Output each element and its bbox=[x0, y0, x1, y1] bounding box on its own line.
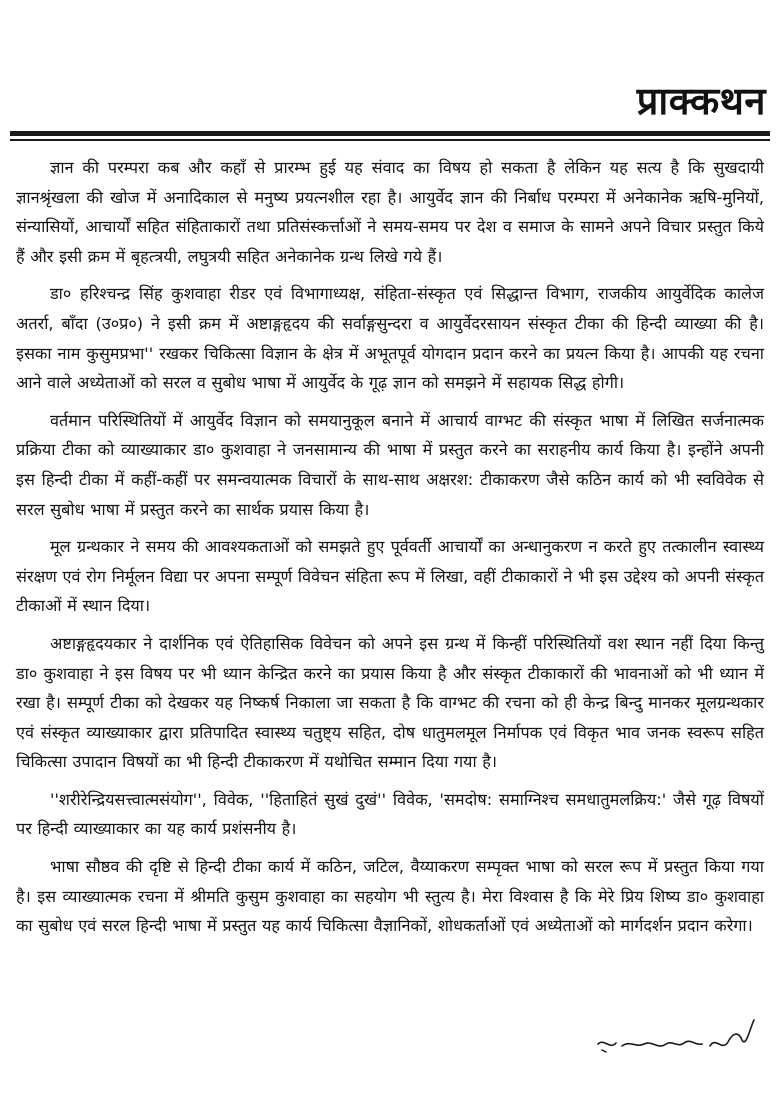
title-underline-thick bbox=[10, 131, 770, 136]
page-title: प्राक्कथन bbox=[636, 79, 766, 123]
title-underline-thin bbox=[10, 139, 770, 141]
paragraph-4: मूल ग्रन्थकार ने समय की आवश्यकताओं को समझते हुए पूर्ववर्ती आचार्यों का अन्धानुकरण न करते हुए तत्कालीन स्वास्थ्य संरक्षण एवं रोग निर्मूलन विद्या पर अपना सम्पूर्ण विवेचन संहिता रूप में लिखा, वहीं टीकाकारों ने भी इस उद्देश्य को अपनी संस्कृत टीकाओं में स्थान दिया। bbox=[16, 537, 764, 616]
paragraph-1: ज्ञान की परम्परा कब और कहाँ से प्रारम्भ हुई यह संवाद का विषय हो सकता है लेकिन यह सत्य है कि सुखदायी ज्ञानश्रृंखला की खोज में अनादिकाल से मनुष्य प्रयत्नशील रहा है। आयुर्वेद ज्ञान की निर्बाध परम्परा में अनेकानेक ऋषि-मुनियों, संन्यासियों, आचार्यों सहित संहिताकारों तथा प्रतिसंस्कर्त्ताओं ने समय-समय पर देश व समाज के सामने अपने विचार प्रस्तुत किये हैं और इसी क्रम में बृहत्त्रयी, लघुत्रयी सहित अनेकानेक ग्रन्थ लिखे गये हैं। bbox=[16, 158, 764, 266]
paragraph-6: ''शरीरेन्द्रियसत्त्वात्मसंयोग'', विवेक, ''हिताहितं सुखं दुखं'' विवेक, 'समदोष: समाग्निश्च समधातुमलक्रिय:' जैसे गूढ़ विषयों पर हिन्दी व्याख्याकार का यह कार्य प्रशंसनीय है। bbox=[16, 789, 764, 839]
handwritten-signature bbox=[592, 1010, 762, 1060]
paragraph-5: अष्टाङ्गहृदयकार ने दार्शनिक एवं ऐतिहासिक विवेचन को अपने इस ग्रन्थ में किन्हीं परिस्थितियों वश स्थान नहीं दिया किन्तु डा० कुशवाहा ने इस विषय पर भी ध्यान केन्द्रित करने का प्रयास किया है और संस्कृत टीकाकारों की भावनाओं को भी ध्यान में रखा है। सम्पूर्ण टीका को देखकर यह निष्कर्ष निकाला जा सकता है कि वाग्भट की रचना को ही केन्द्र बिन्दु मानकर मूलग्रन्थकार एवं संस्कृत व्याख्याकार द्वारा प्रतिपादित स्वास्थ्य चतुष्ट्य सहित, दोष धातुमलमूल निर्मापक एवं विकृत भाव जनक स्वरूप सहित चिकित्सा उपादान विषयों का भी हिन्दी टीकाकरण में यथोचित सम्मान दिया गया है। bbox=[16, 633, 764, 772]
paragraph-7: भाषा सौष्ठव की दृष्टि से हिन्दी टीका कार्य में कठिन, जटिल, वैय्याकरण सम्पृक्त भाषा को सरल रूप में प्रस्तुत किया गया है। इस व्याख्यात्मक रचना में श्रीमति कुसुम कुशवाहा का सहयोग भी स्तुत्य है। मेरा विश्वास है कि मेरे प्रिय शिष्य डा० कुशवाहा का सुबोध एवं सरल हिन्दी भाषा में प्रस्तुत यह कार्य चिकित्सा वैज्ञानिकों, शोधकर्ताओं एवं अध्येताओं को मार्गदर्शन प्रदान करेगा। bbox=[16, 857, 764, 936]
paragraph-3: वर्तमान परिस्थितियों में आयुर्वेद विज्ञान को समयानुकूल बनाने में आचार्य वाग्भट की संस्कृत भाषा में लिखित सर्जनात्मक प्रक्रिया टीका को व्याख्याकार डा० कुशवाहा ने जनसामान्य की भाषा में प्रस्तुत करने का सराहनीय कार्य किया है। इन्होंने अपनी इस हिन्दी टीका में कहीं-कहीं पर समन्वयात्मक विचारों के साथ-साथ अक्षरश: टीकाकरण जैसे कठिन कार्य को भी स्वविवेक से सरल सुबोध भाषा में प्रस्तुत करने का सार्थक प्रयास किया है। bbox=[16, 410, 764, 519]
foreword-body bbox=[16, 153, 764, 949]
paragraph-2: डा० हरिश्चन्द्र सिंह कुशवाहा रीडर एवं विभागाध्यक्ष, संहिता-संस्कृत एवं सिद्धान्त विभाग, राजकीय आयुर्वेदिक कालेज अतर्रा, बाँदा (उ०प्र०) ने इसी क्रम में अष्टाङ्गहृदय की सर्वाङ्गसुन्दरा व आयुर्वेदरसायन संस्कृत टीका की हिन्दी व्याख्या की है। इसका नाम कुसुमप्रभा'' रखकर चिकित्सा विज्ञान के क्षेत्र में अभूतपूर्व योगदान प्रदान करने का प्रयत्न किया है। आपकी यह रचना आने वाले अध्येताओं को सरल व सुबोध भाषा में आयुर्वेद के गूढ़ ज्ञान को समझने में सहायक सिद्ध होगी। bbox=[16, 284, 764, 393]
